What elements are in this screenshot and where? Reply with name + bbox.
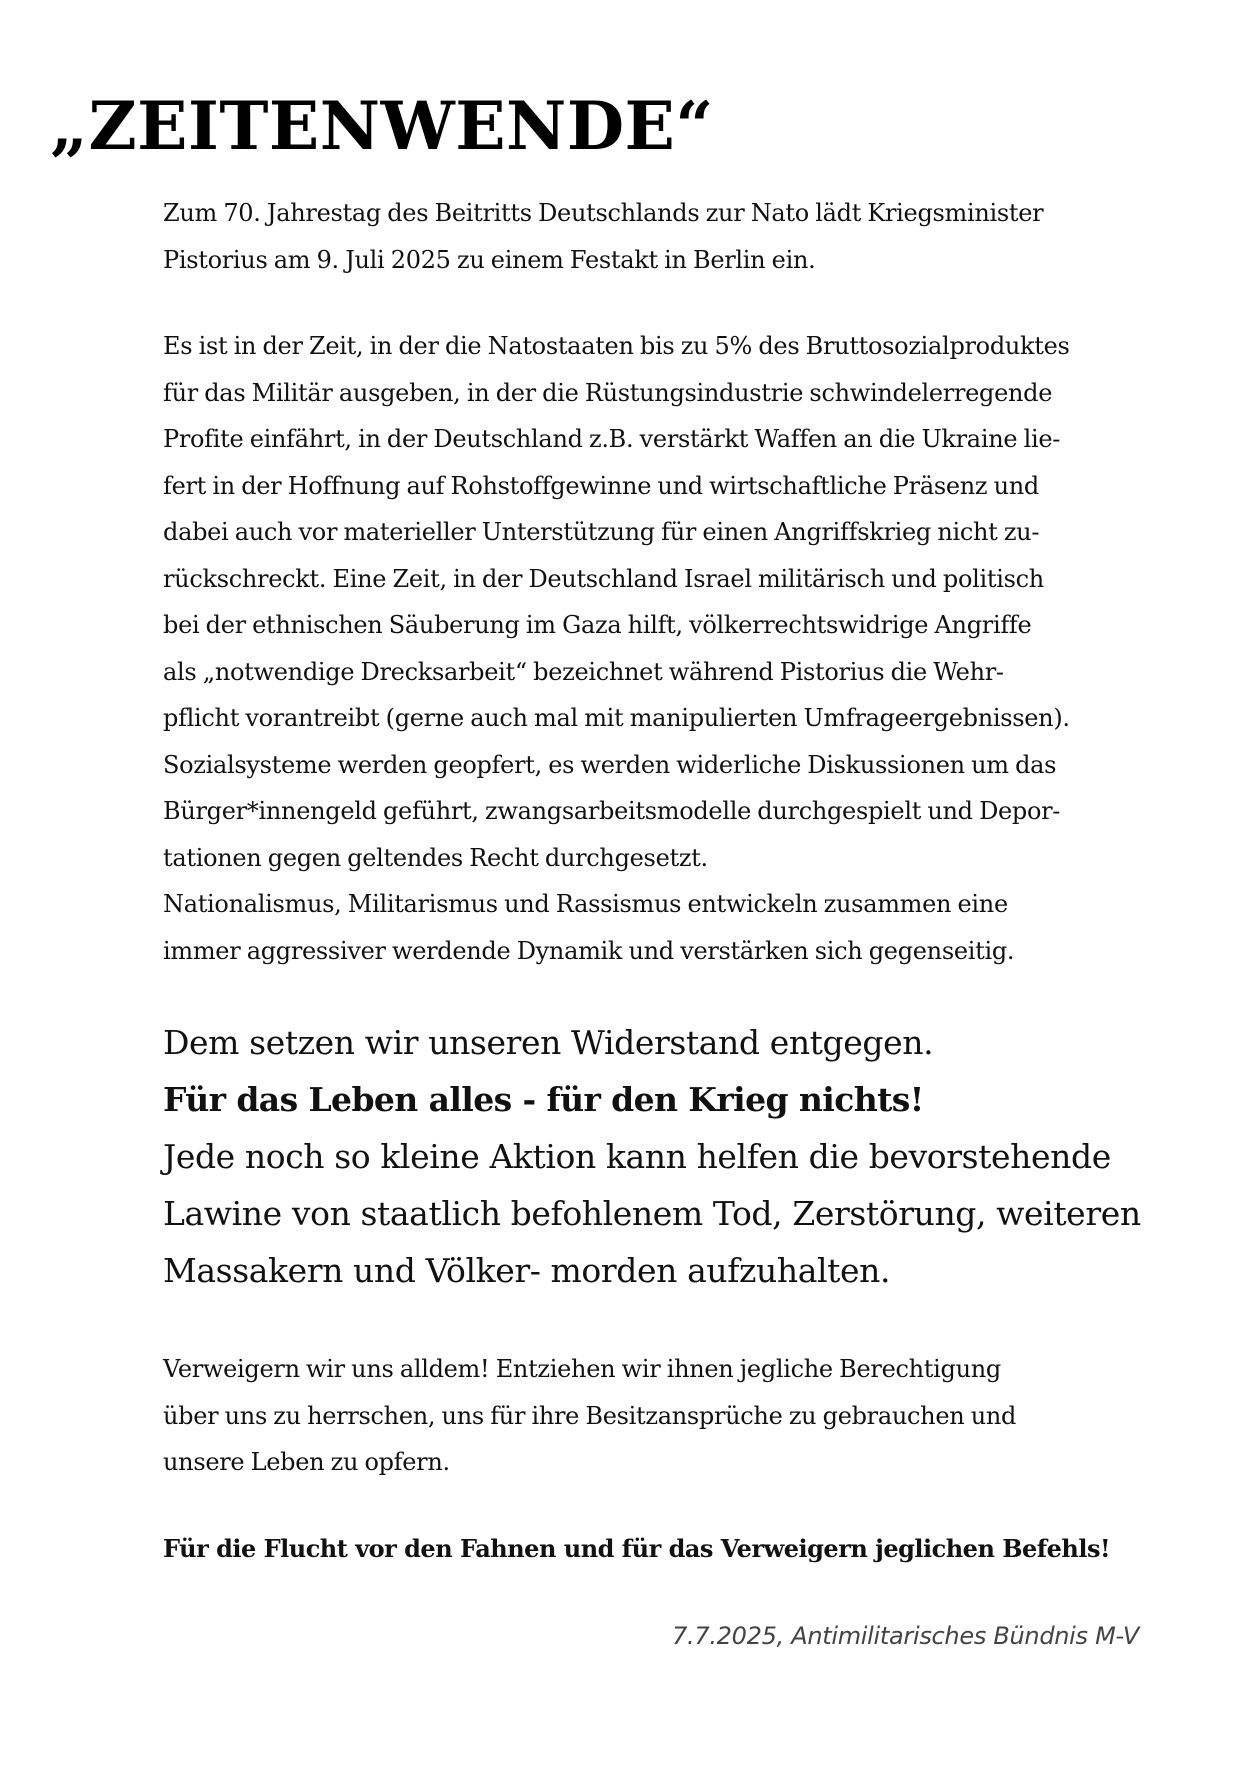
text-line: Sozialsysteme werden geopfert, es werden widerliche Diskussionen um das xyxy=(163,750,1057,779)
main-paragraph xyxy=(163,323,1153,974)
closing-slogan: Für die Flucht vor den Fahnen und für das Verweigern jeglichen Befehls! xyxy=(163,1533,1111,1563)
text-line: unsere Leben zu opfern. xyxy=(163,1448,450,1476)
text-line: Massakern und Völker- morden aufzuhalten. xyxy=(163,1251,891,1290)
call-to-action xyxy=(163,1014,1153,1299)
text-line: dabei auch vor materieller Unterstützung für einen Angriffskrieg nicht zu- xyxy=(163,518,1040,546)
text-line: bei der ethnischen Säuberung im Gaza hilft, völkerrechtswidrige Angriffe xyxy=(163,611,1032,639)
text-line: über uns zu herrschen, uns für ihre Besitzansprüche zu gebrauchen und xyxy=(163,1401,1017,1430)
intro-paragraph xyxy=(163,190,1153,283)
text-line: Nationalismus, Militarismus und Rassismus entwickeln zusammen eine xyxy=(163,890,1008,918)
text-line: Zum 70. Jahrestag des Beitritts Deutschlands zur Nato lädt Kriegsminister xyxy=(163,199,1044,227)
signature-date: 7.7.2025, Antimilitarisches Bündnis M-V xyxy=(672,1622,1139,1650)
text-line: Jede noch so kleine Aktion kann helfen die bevorstehende xyxy=(163,1137,1111,1176)
text-line: immer aggressiver werdende Dynamik und verstärken sich gegenseitig. xyxy=(163,936,1015,965)
page-title: „ZEITENWENDE“ xyxy=(50,87,714,165)
text-line: Verweigern wir uns alldem! Entziehen wir ihnen jegliche Berechtigung xyxy=(163,1355,1001,1383)
text-line: Profite einfährt, in der Deutschland z.B. verstärkt Waffen an die Ukraine lie- xyxy=(163,425,1061,453)
headline-slogan: Für das Leben alles - für den Krieg nichts! xyxy=(163,1080,924,1119)
refuse-paragraph xyxy=(163,1346,1153,1486)
text-line: Lawine von staatlich befohlenem Tod, Zerstörung, weiteren xyxy=(163,1194,1141,1233)
text-line: rückschreckt. Eine Zeit, in der Deutschland Israel militärisch und politisch xyxy=(163,564,1044,593)
text-line: Bürger*innengeld geführt, zwangsarbeitsmodelle durchgespielt und Depor- xyxy=(163,797,1061,825)
text-line: pflicht vorantreibt (gerne auch mal mit manipulierten Umfrageergebnissen). xyxy=(163,704,1070,732)
flyer-body xyxy=(163,190,1153,1572)
text-line: Pistorius am 9. Juli 2025 zu einem Festakt in Berlin ein. xyxy=(163,245,816,274)
text-line: für das Militär ausgeben, in der die Rüstungsindustrie schwindelerregende xyxy=(163,378,1053,407)
text-line: tationen gegen geltendes Recht durchgesetzt. xyxy=(163,843,708,872)
text-line: als „notwendige Drecksarbeit“ bezeichnet während Pistorius die Wehr- xyxy=(163,657,1004,686)
resistance-statement: Dem setzen wir unseren Widerstand entgegen. xyxy=(163,1023,934,1062)
text-line: Es ist in der Zeit, in der die Natostaaten bis zu 5% des Bruttosozialproduktes xyxy=(163,332,1070,360)
text-line: fert in der Hoffnung auf Rohstoffgewinne und wirtschaftliche Präsenz und xyxy=(163,471,1039,500)
